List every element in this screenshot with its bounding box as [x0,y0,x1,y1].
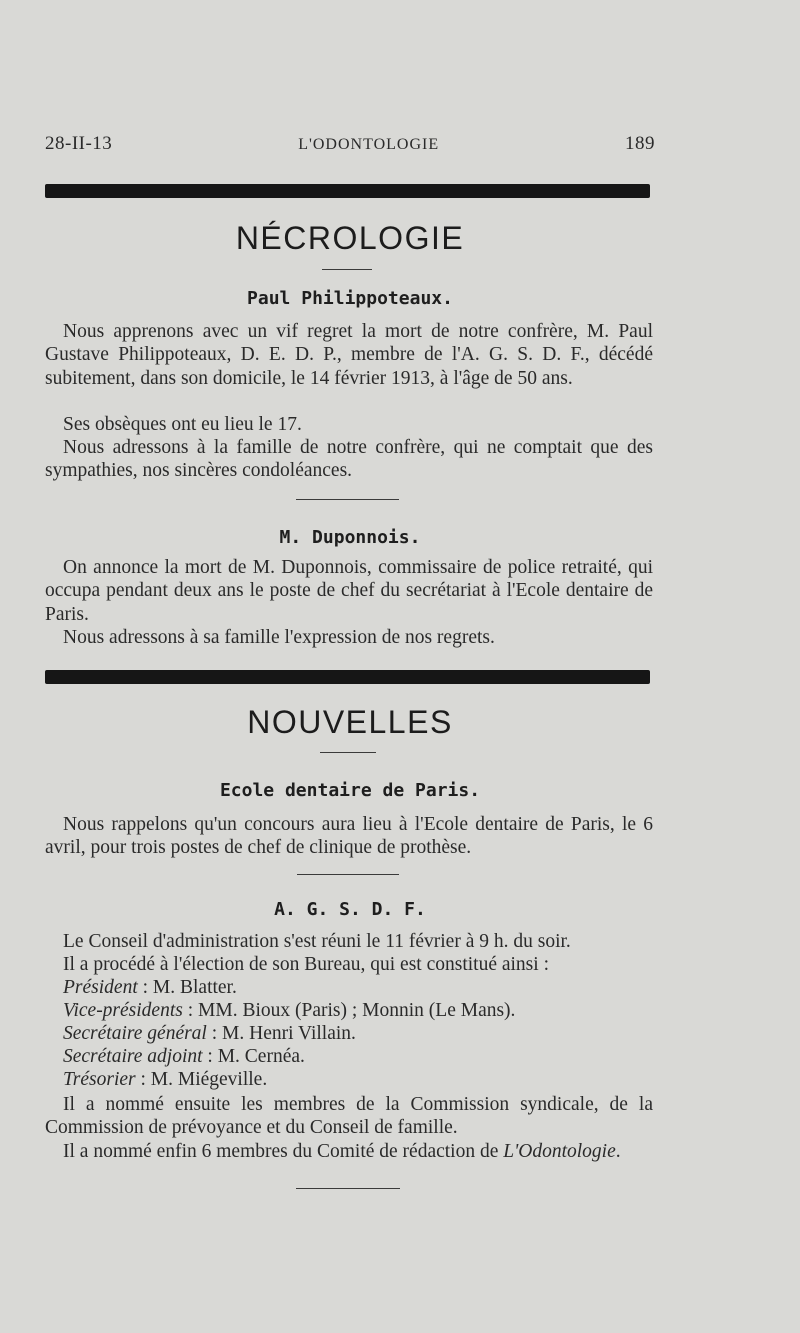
divider [320,752,376,753]
bureau-line: Vice-présidents : MM. Bioux (Paris) ; Monnin (Le Mans). [63,1000,516,1021]
news-heading: Ecole dentaire de Paris. [219,780,481,801]
obituary-paragraph: On annonce la mort de M. Duponnois, commissaire de police retraité, qui occupa pendant deux ans le poste de chef du secrétariat à l'Ecole dentaire de Paris. [45,557,653,625]
news-heading: A. G. S. D. F. [274,899,426,920]
obituary-paragraph: Ses obsèques ont eu lieu le 17. [63,414,302,435]
obituary-heading: M. Duponnois. [279,527,421,548]
divider [296,1188,400,1189]
news-paragraph: Il a nommé ensuite les membres de la Commission syndicale, de la Commission de prévoyance et du Conseil de famille. [45,1094,653,1139]
page-number: 189 [625,133,655,154]
bureau-line: Secrétaire général : M. Henri Villain. [63,1023,356,1044]
section-band [45,670,650,684]
obituary-paragraph: Nous adressons à sa famille l'expression de nos regrets. [63,627,495,648]
divider [297,874,399,875]
bureau-line: Trésorier : M. Miégeville. [63,1069,268,1090]
obituary-heading: Paul Philippoteaux. [247,288,453,309]
news-paragraph: Il a procédé à l'élection de son Bureau, qui est constitué ainsi : [63,954,549,975]
running-head [45,133,655,155]
section-title-necrologie: NÉCROLOGIE [235,220,465,256]
obituary-paragraph: Nous adressons à la famille de notre confrère, qui ne comptait que des sympathies, nos sincères condoléances. [45,437,653,482]
obituary-paragraph: Nous apprenons avec un vif regret la mort de notre confrère, M. Paul Gustave Philippoteaux, D. E. D. P., membre de l'A. G. S. D. F., décédé subitement, dans son domicile, le 14 février 1913, à l'âge de 50 ans. [45,321,653,389]
divider [296,499,399,500]
news-paragraph: Il a nommé enfin 6 membres du Comité de rédaction de L'Odontologie. [63,1141,621,1162]
bureau-line: Président : M. Blatter. [63,977,237,998]
news-paragraph: Le Conseil d'administration s'est réuni le 11 février à 9 h. du soir. [63,931,571,952]
section-band [45,184,650,198]
divider [322,269,372,270]
bureau-line: Secrétaire adjoint : M. Cernéa. [63,1046,305,1067]
journal-title: L'ODONTOLOGIE [298,136,440,153]
news-paragraph: Nous rappelons qu'un concours aura lieu à l'Ecole dentaire de Paris, le 6 avril, pour trois postes de chef de clinique de prothèse. [45,814,653,859]
section-title-nouvelles: NOUVELLES [247,704,453,740]
issue-date: 28-II-13 [45,133,113,154]
